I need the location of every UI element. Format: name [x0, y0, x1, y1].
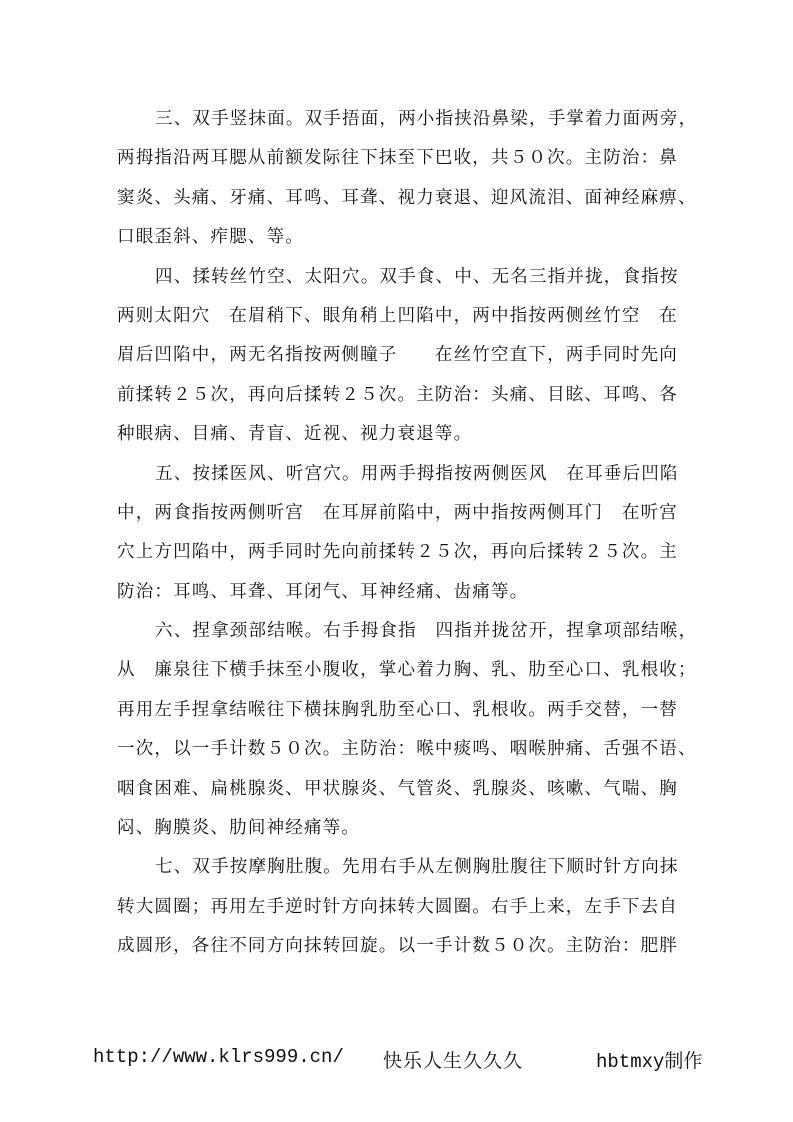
text-line: 前揉转２５次，再向后揉转２５次。主防治：头痛、目眩、耳鸣、各 — [117, 384, 678, 405]
footer-site-title: 快乐人生久久久 — [383, 1050, 524, 1072]
paragraph-section-3 — [117, 100, 698, 258]
text-line: 成圆形，各往不同方向抹转回旋。以一手计数５０次。主防治：肥胖 — [117, 936, 678, 957]
text-line: 眉后凹陷中，两无名指按两侧瞳子 在丝竹空直下，两手同时先向 — [117, 345, 678, 366]
text-line: 两则太阳穴 在眉稍下、眼角稍上凹陷中，两中指按两侧丝竹空 在 — [117, 305, 678, 326]
text-line: 窦炎、头痛、牙痛、耳鸣、耳聋、视力衰退、迎风流泪、面神经麻痹、 — [117, 187, 697, 208]
text-line: 中，两食指按两侧听宫 在耳屏前陷中，两中指按两侧耳门 在听宫 — [117, 502, 678, 523]
footer-url-link[interactable]: http://www.klrs999.cn/ — [93, 1046, 344, 1068]
text-line: 四、揉转丝竹空、太阳穴。双手食、中、无名三指并拢，食指按 — [155, 266, 679, 287]
footer-credit: hbtmxy制作 — [596, 1051, 703, 1073]
text-line: 从 廉泉往下横手抹至小腹收，掌心着力胸、乳、肋至心口、乳根收； — [117, 660, 697, 681]
text-line: 闷、胸膜炎、肋间神经痛等。 — [117, 818, 361, 839]
paragraph-section-5 — [117, 455, 677, 613]
text-line: 种眼病、目痛、青盲、近视、视力衰退等。 — [117, 424, 473, 445]
text-line: 五、按揉医风、听宫穴。用两手拇指按两侧医风 在耳垂后凹陷 — [155, 463, 679, 484]
text-line: 口眼歪斜、痄腮、等。 — [117, 227, 304, 248]
text-line: 两拇指沿两耳腮从前额发际往下抹至下巴收，共５０次。主防治：鼻 — [117, 148, 678, 169]
paragraph-section-4 — [117, 258, 677, 455]
text-line: 穴上方凹陷中，两手同时先向前揉转２５次，再向后揉转２５次。主 — [117, 542, 678, 563]
paragraph-section-6 — [117, 612, 698, 848]
paragraph-section-7 — [117, 848, 677, 966]
text-line: 咽食困难、扁桃腺炎、甲状腺炎、气管炎、乳腺炎、咳嗽、气喘、胸 — [117, 778, 678, 799]
document-body — [117, 100, 698, 967]
text-line: 防治：耳鸣、耳聋、耳闭气、耳神经痛、齿痛等。 — [117, 581, 529, 602]
text-line: 一次，以一手计数５０次。主防治：喉中痰鸣、咽喉肿痛、舌强不语、 — [117, 739, 697, 760]
text-line: 转大圆圈；再用左手逆时针方向抹转大圆圈。右手上来，左手下去自 — [117, 896, 678, 917]
text-line: 再用左手捏拿结喉往下横抹胸乳肋至心口、乳根收。两手交替，一替 — [117, 699, 678, 720]
page-footer — [93, 1046, 703, 1074]
text-line: 三、双手竖抹面。双手捂面，两小指挟沿鼻梁，手掌着力面两旁， — [155, 109, 698, 129]
text-line: 六、捏拿颈部结喉。右手拇食指 四指并拢岔开，捏拿项部结喉， — [155, 621, 698, 642]
text-line: 七、双手按摩胸肚腹。先用右手从左侧胸肚腹往下顺时针方向抹 — [155, 857, 679, 878]
